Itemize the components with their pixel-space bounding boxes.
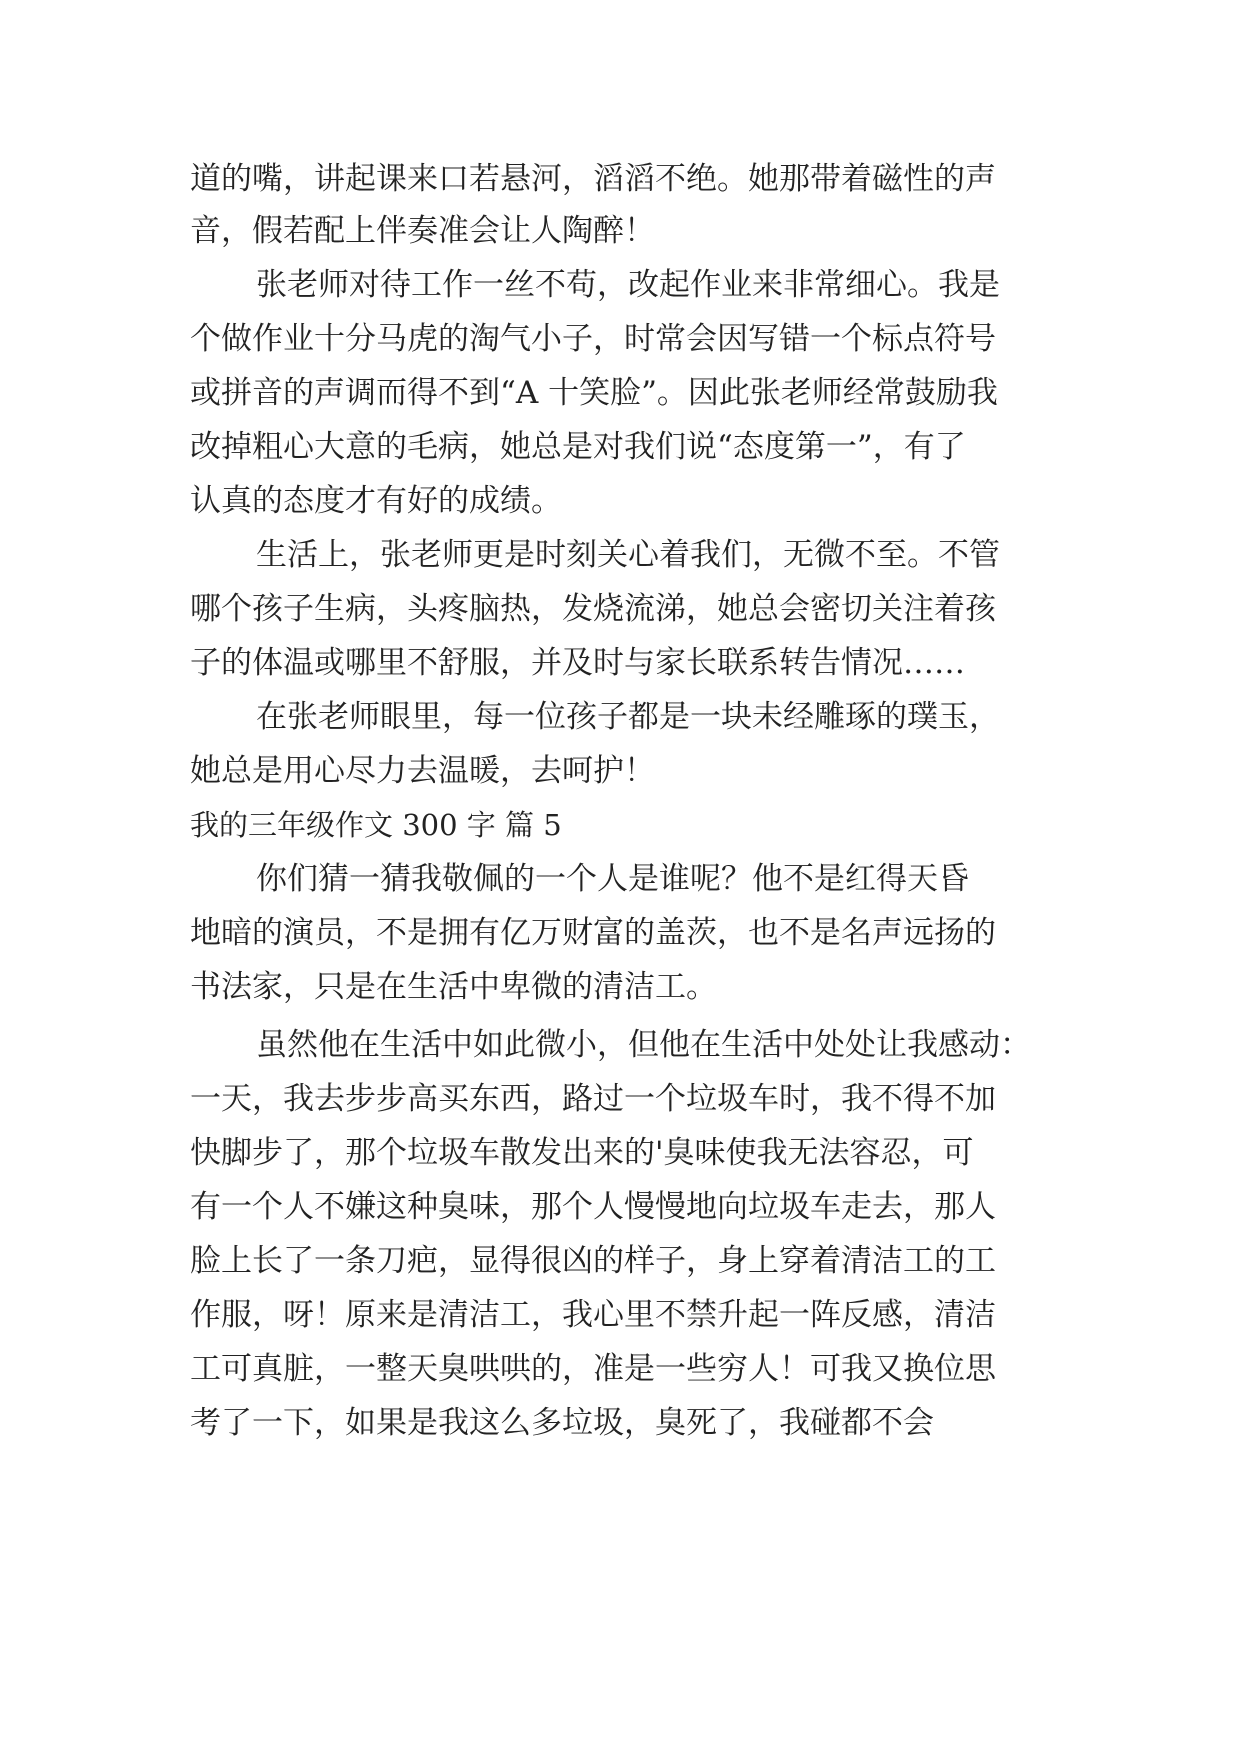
text-line: 或拼音的声调而得不到“A 十笑脸”。因此张老师经常鼓励我 xyxy=(190,375,998,411)
text-line: 她总是用心尽力去温暖，去呵护！ xyxy=(190,753,655,789)
paragraph-first-line: 张老师对待工作一丝不苟，改起作业来非常细心。我是 xyxy=(256,267,1000,303)
text-line: 认真的态度才有好的成绩。 xyxy=(190,483,562,519)
text-line: 道的嘴，讲起课来口若悬河，滔滔不绝。她那带着磁性的声 xyxy=(190,161,996,197)
text-line: 考了一下，如果是我这么多垃圾，臭死了，我碰都不会 xyxy=(190,1405,934,1441)
text-line: 一天，我去步步高买东西，路过一个垃圾车时，我不得不加 xyxy=(190,1081,996,1117)
paragraph-first-line: 虽然他在生活中如此微小，但他在生活中处处让我感动： xyxy=(256,1027,1031,1063)
text-line: 子的体温或哪里不舒服，并及时与家长联系转告情况…… xyxy=(190,645,965,681)
section-heading: 我的三年级作文 300 字 篇 5 xyxy=(190,808,562,842)
text-line: 作服，呀！原来是清洁工，我心里不禁升起一阵反感，清洁 xyxy=(190,1297,996,1333)
paragraph-first-line: 生活上，张老师更是时刻关心着我们，无微不至。不管 xyxy=(256,537,1000,573)
paragraph-first-line: 你们猜一猜我敬佩的一个人是谁呢？他不是红得天昏 xyxy=(256,861,969,897)
text-line: 工可真脏，一整天臭哄哄的，准是一些穷人！可我又换位思 xyxy=(190,1351,996,1387)
text-line: 快脚步了，那个垃圾车散发出来的'臭味使我无法容忍，可 xyxy=(190,1135,974,1171)
paragraph-first-line: 在张老师眼里，每一位孩子都是一块未经雕琢的璞玉， xyxy=(256,699,1000,735)
text-line: 书法家，只是在生活中卑微的清洁工。 xyxy=(190,969,717,1005)
text-line: 个做作业十分马虎的淘气小子，时常会因写错一个标点符号 xyxy=(190,321,996,357)
text-line: 改掉粗心大意的毛病，她总是对我们说“态度第一”，有了 xyxy=(190,429,966,465)
text-line: 哪个孩子生病，头疼脑热，发烧流涕，她总会密切关注着孩 xyxy=(190,591,996,627)
text-line: 有一个人不嫌这种臭味，那个人慢慢地向垃圾车走去，那人 xyxy=(190,1189,996,1225)
text-line: 音，假若配上伴奏准会让人陶醉！ xyxy=(190,213,655,249)
text-line: 脸上长了一条刀疤，显得很凶的样子，身上穿着清洁工的工 xyxy=(190,1243,996,1279)
text-line: 地暗的演员，不是拥有亿万财富的盖茨，也不是名声远扬的 xyxy=(190,915,996,951)
